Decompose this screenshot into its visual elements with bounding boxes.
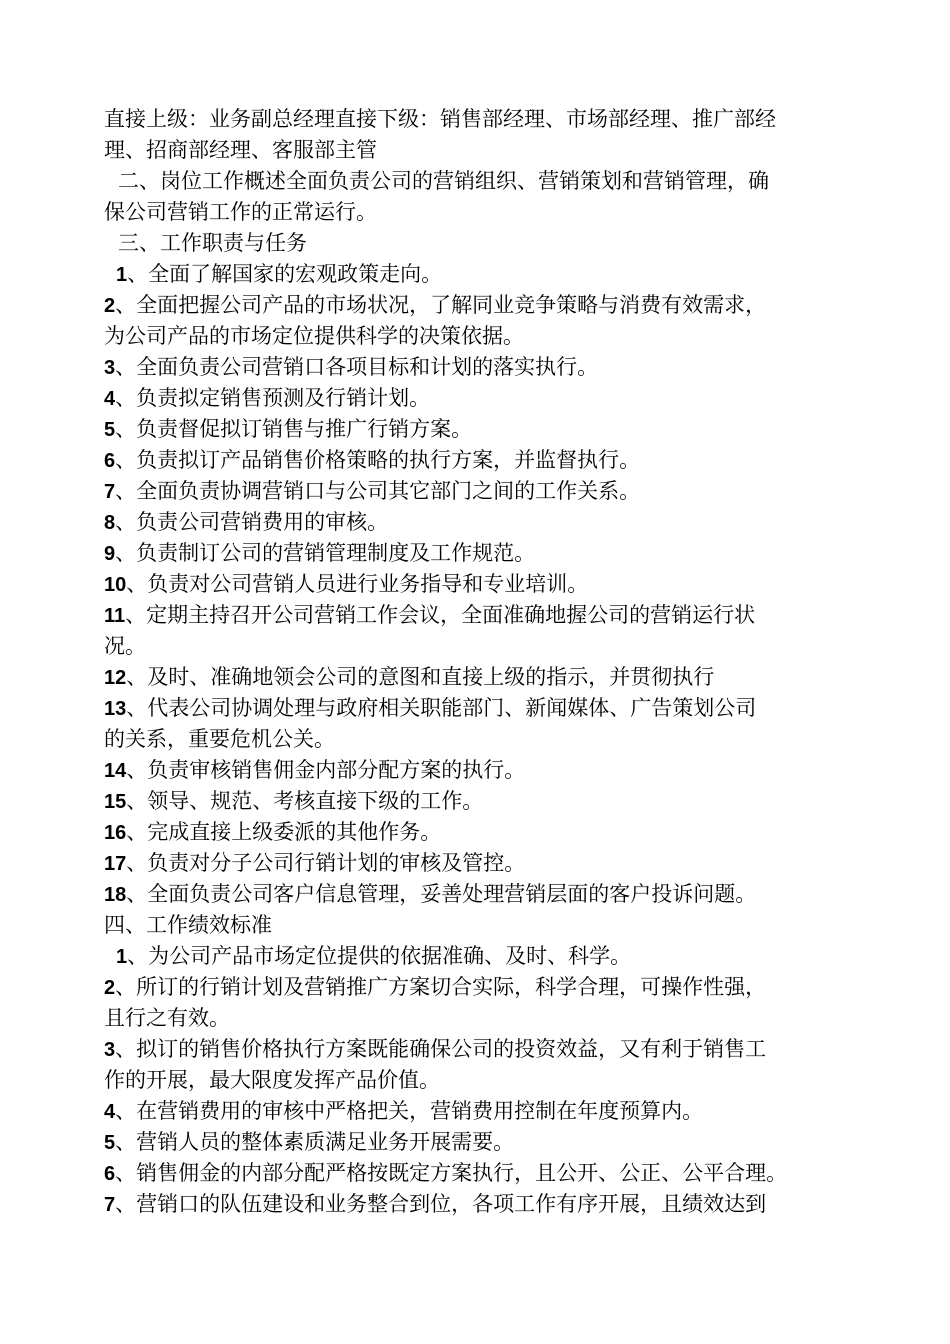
section-heading bbox=[104, 910, 864, 941]
line-number: 11 bbox=[104, 605, 126, 627]
line-number: 1 bbox=[116, 946, 128, 968]
line-number: 13 bbox=[104, 698, 127, 720]
text-line bbox=[104, 135, 864, 166]
line-number: 4 bbox=[104, 388, 116, 410]
list-item bbox=[104, 383, 864, 414]
line-text: 、负责审核销售佣金内部分配方案的执行。 bbox=[126, 758, 526, 782]
line-number: 6 bbox=[104, 450, 116, 472]
line-text: 、完成直接上级委派的其他作务。 bbox=[126, 820, 442, 844]
line-text: 、领导、规范、考核直接下级的工作。 bbox=[126, 789, 484, 813]
line-text: 、拟订的销售价格执行方案既能确保公司的投资效益，又有利于销售工 bbox=[115, 1037, 767, 1061]
line-text: 且行之有效。 bbox=[104, 1006, 230, 1030]
list-item bbox=[104, 755, 864, 786]
line-text: 、负责拟定销售预测及行销计划。 bbox=[115, 386, 431, 410]
line-number: 5 bbox=[104, 1132, 116, 1154]
text-line bbox=[104, 631, 864, 662]
line-number: 7 bbox=[104, 1194, 116, 1216]
list-item bbox=[104, 1158, 864, 1189]
list-item bbox=[104, 476, 864, 507]
text-line bbox=[104, 321, 864, 352]
text-line bbox=[104, 1065, 864, 1096]
line-text: 、所订的行销计划及营销推广方案切合实际，科学合理，可操作性强， bbox=[115, 975, 767, 999]
section-heading bbox=[104, 228, 864, 259]
list-item bbox=[104, 600, 864, 631]
list-item bbox=[104, 941, 864, 972]
line-text: 、定期主持召开公司营销工作会议，全面准确地握公司的营销运行状 bbox=[125, 603, 756, 627]
line-text: 、负责对公司营销人员进行业务指导和专业培训。 bbox=[126, 572, 589, 596]
list-item bbox=[104, 1096, 864, 1127]
line-number: 10 bbox=[104, 574, 127, 596]
line-number: 9 bbox=[104, 543, 116, 565]
line-number: 4 bbox=[104, 1101, 116, 1123]
line-number: 1 bbox=[116, 264, 128, 286]
list-item bbox=[104, 786, 864, 817]
list-item bbox=[104, 445, 864, 476]
line-number: 15 bbox=[104, 791, 127, 813]
list-item bbox=[104, 538, 864, 569]
line-text: 况。 bbox=[104, 634, 146, 658]
list-item bbox=[104, 693, 864, 724]
list-item bbox=[104, 848, 864, 879]
line-number: 8 bbox=[104, 512, 116, 534]
line-text: 、为公司产品市场定位提供的依据准确、及时、科学。 bbox=[127, 944, 632, 968]
line-text: 、负责拟订产品销售价格策略的执行方案，并监督执行。 bbox=[115, 448, 641, 472]
line-text: 、全面把握公司产品的市场状况，了解同业竞争策略与消费有效需求， bbox=[115, 293, 767, 317]
line-number: 7 bbox=[104, 481, 116, 503]
line-text: 、负责制订公司的营销管理制度及工作规范。 bbox=[115, 541, 536, 565]
line-text: 直接上级：业务副总经理直接下级：销售部经理、市场部经理、推广部经 bbox=[104, 107, 776, 131]
line-text: 、全面负责协调营销口与公司其它部门之间的工作关系。 bbox=[115, 479, 641, 503]
line-text: 理、招商部经理、客服部主管 bbox=[104, 138, 377, 162]
text-line bbox=[104, 1003, 864, 1034]
line-text: 、营销口的队伍建设和业务整合到位，各项工作有序开展，且绩效达到 bbox=[115, 1192, 767, 1216]
list-item bbox=[104, 414, 864, 445]
list-item bbox=[104, 290, 864, 321]
line-number: 2 bbox=[104, 977, 116, 999]
list-item bbox=[104, 259, 864, 290]
text-line bbox=[104, 104, 864, 135]
line-text: 、负责对分子公司行销计划的审核及管控。 bbox=[126, 851, 526, 875]
line-text: 为公司产品的市场定位提供科学的决策依据。 bbox=[104, 324, 524, 348]
line-text: 、销售佣金的内部分配严格按既定方案执行，且公开、公正、公平合理。 bbox=[115, 1161, 788, 1185]
list-item bbox=[104, 1034, 864, 1065]
line-number: 12 bbox=[104, 667, 127, 689]
text-line bbox=[104, 197, 864, 228]
line-text: 三、工作职责与任务 bbox=[118, 231, 307, 255]
line-number: 16 bbox=[104, 822, 127, 844]
line-text: 保公司营销工作的正常运行。 bbox=[104, 200, 377, 224]
line-number: 6 bbox=[104, 1163, 116, 1185]
document-page bbox=[104, 104, 864, 1220]
line-number: 3 bbox=[104, 357, 116, 379]
line-number: 14 bbox=[104, 760, 127, 782]
line-text: 、全面了解国家的宏观政策走向。 bbox=[127, 262, 443, 286]
line-number: 17 bbox=[104, 853, 127, 875]
line-number: 5 bbox=[104, 419, 116, 441]
list-item bbox=[104, 662, 864, 693]
line-text: 、全面负责公司营销口各项目标和计划的落实执行。 bbox=[115, 355, 599, 379]
line-text: 、在营销费用的审核中严格把关，营销费用控制在年度预算内。 bbox=[115, 1099, 704, 1123]
line-text: 、营销人员的整体素质满足业务开展需要。 bbox=[115, 1130, 515, 1154]
line-text: 四、工作绩效标准 bbox=[104, 913, 272, 937]
list-item bbox=[104, 507, 864, 538]
line-text: 作的开展，最大限度发挥产品价值。 bbox=[104, 1068, 440, 1092]
line-number: 3 bbox=[104, 1039, 116, 1061]
list-item bbox=[104, 879, 864, 910]
line-text: 、负责督促拟订销售与推广行销方案。 bbox=[115, 417, 473, 441]
list-item bbox=[104, 972, 864, 1003]
list-item bbox=[104, 1189, 864, 1220]
line-number: 2 bbox=[104, 295, 116, 317]
line-text: 、全面负责公司客户信息管理，妥善处理营销层面的客户投诉问题。 bbox=[126, 882, 757, 906]
list-item bbox=[104, 817, 864, 848]
line-text: 、及时、准确地领会公司的意图和直接上级的指示，并贯彻执行 bbox=[126, 665, 715, 689]
list-item bbox=[104, 569, 864, 600]
section-heading bbox=[104, 166, 864, 197]
line-number: 18 bbox=[104, 884, 127, 906]
line-text: 、负责公司营销费用的审核。 bbox=[115, 510, 389, 534]
list-item bbox=[104, 1127, 864, 1158]
text-line bbox=[104, 724, 864, 755]
line-text: 、代表公司协调处理与政府相关职能部门、新闻媒体、广告策划公司 bbox=[126, 696, 757, 720]
line-text: 的关系，重要危机公关。 bbox=[104, 727, 335, 751]
line-text: 二、岗位工作概述全面负责公司的营销组织、营销策划和营销管理，确 bbox=[118, 169, 769, 193]
list-item bbox=[104, 352, 864, 383]
